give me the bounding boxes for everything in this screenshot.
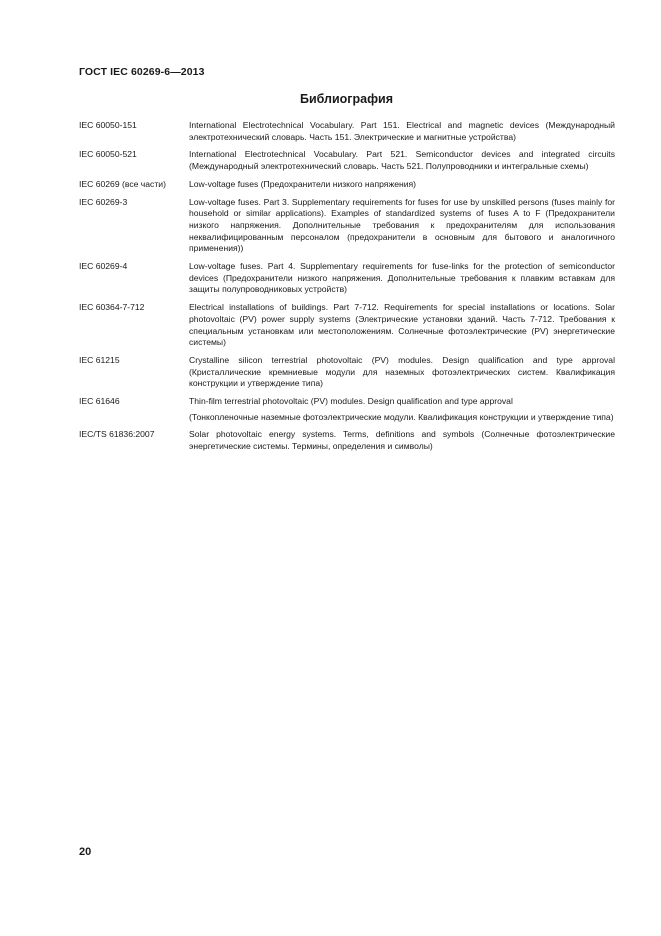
bibliography-list [79,120,615,459]
entry-code: IEC 60364-7-712 [79,302,145,313]
entry-code: IEC 60050-151 [79,120,137,130]
entry-description: International Electrotechnical Vocabulary. Part 521. Semiconductor devices and integrated circuits (Международный электротехнический словарь. Часть 521. Полупроводники и интегральные схемы) [189,149,615,172]
page-title: Библиография [299,92,394,106]
document-header: ГОСТ IEC 60269-6—2013 [79,66,205,78]
entry-code: IEC 60269-3 [79,196,128,207]
bibliography-entry [79,179,615,191]
bibliography-entry [79,120,615,143]
bibliography-entry [79,302,615,349]
entry-code: IEC 61646 [79,396,120,407]
entry-description: Solar photovoltaic energy systems. Terms, definitions and symbols (Солнечные фотоэлектрические энергетические системы. Термины, определения и символы) [189,429,615,452]
entry-description-continuation: (Тонкопленочные наземные фотоэлектрические модули. Квалификация конструкции и утверждение типа) [189,411,614,422]
entry-description: Low-voltage fuses. Part 3. Supplementary requirements for fuses for use by unskilled persons (fuses mainly for household or similar applications). Examples of standardized systems of fuses A to F (Предохранители низкого напряжения. Дополнительные требования к предохранителям для использования неквалифицированным персоналом (предохранители в основным для бытового и аналогичного применения)) [189,196,615,254]
bibliography-entry [79,396,615,408]
entry-description: Low-voltage fuses. Part 4. Supplementary requirements for fuse-links for the protection of semiconductor devices (Предохранители низкого напряжения. Дополнительные требования к плавким вставкам для защиты полупроводниковых устройств) [189,261,615,295]
bibliography-entry [79,355,615,390]
entry-description: Low-voltage fuses (Предохранители низкого напряжения) [189,178,417,189]
page-number: 20 [79,846,92,858]
bibliography-entry [79,149,615,172]
entry-code: IEC 60269-4 [79,261,128,272]
entry-code: IEC 60269 (все части) [79,178,166,189]
bibliography-entry [79,197,615,256]
entry-description: International Electrotechnical Vocabulary. Part 151. Electrical and magnetic devices (Международный электротехнический словарь. Часть 151. Электрические и магнитные устройства) [189,120,615,142]
entry-code: IEC/TS 61836:2007 [79,429,155,440]
entry-code: IEC 61215 [79,354,120,365]
entry-description: Crystalline silicon terrestrial photovoltaic (PV) modules. Design qualification and type approval (Кристаллические кремниевые модули для наземных фотоэлектрических систем. Квалификация конструкции и утверждение типа) [189,354,615,389]
entry-description: Thin-film terrestrial photovoltaic (PV) modules. Design qualification and type approval [189,396,513,407]
entry-code: IEC 60050-521 [79,149,137,160]
entry-description: Electrical installations of buildings. Part 7-712. Requirements for special installations or locations. Solar photovoltaic (PV) power supply systems (Электрические установки зданий. Часть 7-712. Требования к специальным установкам или местоположениям. Солнечные фотоэлектрические (PV) энергетические системы) [189,302,615,348]
bibliography-entry [79,261,615,296]
bibliography-entry [79,429,615,452]
